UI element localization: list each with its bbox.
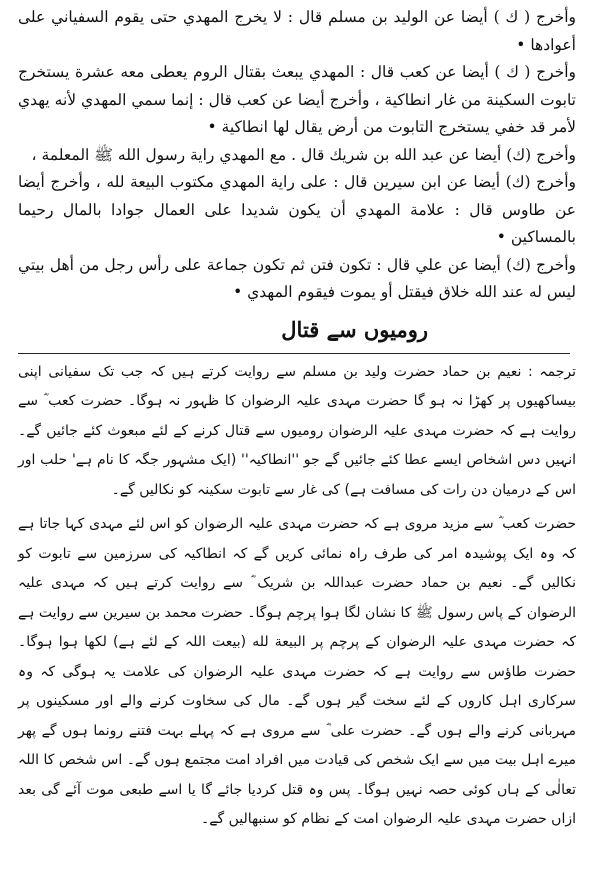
arabic-paragraph: وأخرج (ك) أيضا عن عبد الله بن شريك قال . مع المهدي راية رسول الله ﷺ المعلمة ،: [31, 145, 576, 164]
arabic-paragraph: وأخرج ( ك ) أيضا عن الوليد بن مسلم قال : لا يخرج المهدي حتى يقوم السفياني على أعوادها •: [18, 8, 576, 54]
arabic-paragraph: وأخرج (ك) أيضا عن علي قال : تكون فتن ثم تكون جماعة على رأس رجل من أهل بيتي ليس له عند الله خلاق فيقتل أو يموت فيقوم المهدي •: [18, 255, 576, 301]
urdu-translation-block: [18, 358, 576, 835]
arabic-paragraph: وأخرج (ك) أيضا عن ابن سيرين قال : على راية المهدي مكتوب البيعة لله ، وأخرج أيضا عن طاوس قال : علامة المهدي أن يكون شديدا على العمال جوادا بالمال رحيما بالمساكين •: [18, 173, 576, 246]
arabic-text-block: [18, 4, 576, 307]
title-divider: [18, 353, 570, 354]
urdu-paragraph: ترجمہ : نعیم بن حماد حضرت ولید بن مسلم سے روایت کرتے ہیں کہ جب تک سفیانی اپنی بیساکھیوں پر کھڑا نہ ہو گا حضرت مہدی علیہ الرضوان کا ظہور نہ ہوگا۔ حضرت کعب ؓ سے روایت ہے کہ حضرت مہدی علیہ الرضوان رومیوں سے قتال کرنے کے لئے مبعوث کئے جائیں گے۔ انہیں دس اشخاص ایسے عطا کئے جائیں گے جو ''انطاکیہ'' (ایک مشہور جگہ کا نام ہے' حلب اور اس کے درمیان دن رات کی مسافت ہے) کی غار سے تابوت سکینہ کو نکالیں گے۔: [18, 363, 576, 498]
section-title: رومیوں سے قتال: [281, 316, 428, 342]
arabic-paragraph: وأخرج ( ك ) أيضا عن كعب قال : المهدي يبعث بقتال الروم يعطى معه عشرة يستخرج تابوت السكينة من غار انطاكية ، وأخرج أيضا عن كعب قال : إنما سمي المهدي لأنه يهدي لأمر قد خفي يستخرج التابوت من أرض يقال لها انطاكية •: [18, 63, 576, 136]
urdu-paragraph: حضرت کعب ؓ سے مزید مروی ہے کہ حضرت مہدی علیہ الرضوان کو اس لئے مہدی کہا جاتا ہے کہ وہ ایک پوشیدہ امر کی طرف راہ نمائی کریں گے کہ انطاکیہ کی سرزمین سے تابوت کو نکالیں گے۔ نعیم بن حماد حضرت عبداللہ بن شریک ؓ سے روایت کرتے ہیں کہ مہدی علیہ الرضوان کے پاس رسول ﷺ کا نشان لگا ہوا پرچم ہوگا۔ حضرت محمد بن سیرین سے روایت ہے کہ حضرت مہدی علیہ الرضوان کے پرچم پر البیعة لله (بیعت اللہ کے لئے ہے) لکھا ہوا ہوگا۔ حضرت طاؤس سے روایت ہے کہ حضرت مہدی علیہ الرضوان کی علامت یہ ہوگی کہ وہ سرکاری اہل کاروں کے لئے سخت گیر ہوں گے۔ مال کی سخاوت کرنے والے اور مسکینوں پر مہربانی کرنے والے ہوں گے۔ حضرت علی ؓ سے مروی ہے کہ پہلے بہت فتنے رونما ہوں گے پھر میرے اہل بیت میں سے ایک شخص کی قیادت میں افراد امت مجتمع ہوں گے۔ اس شخص کا اللہ تعالٰی کے ہاں کوئی حصہ نہیں ہوگا۔ پس وہ قتل کردیا جائے گا یا اسے طبعی موت آئے گی بعد ازاں حضرت مہدی علیہ الرضوان امت کے نظام کو سنبھالیں گے۔: [18, 516, 576, 827]
